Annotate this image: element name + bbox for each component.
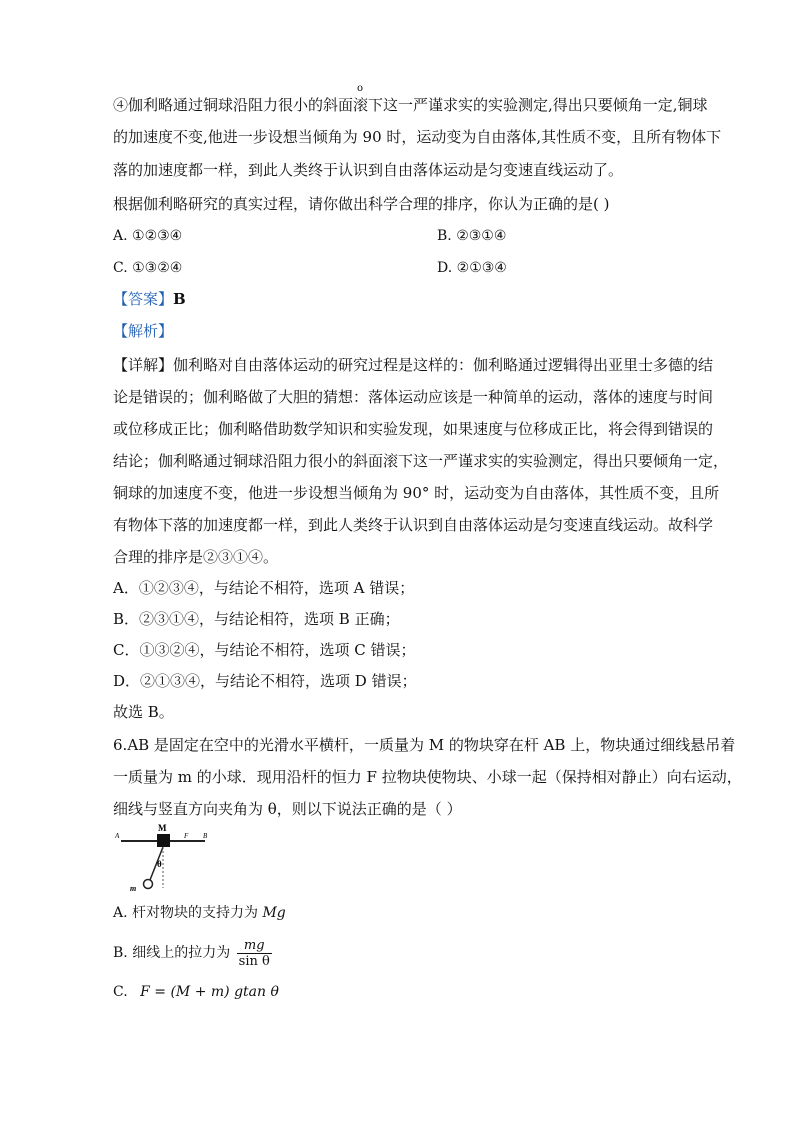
q6-option-b <box>113 935 272 971</box>
label-f: F <box>184 832 189 840</box>
review-conclusion: 故选 B。 <box>113 703 174 721</box>
q5-option-b <box>437 226 506 246</box>
detail-line-3: 或位移成正比；伽利略借助数学知识和实验发现，如果速度与位移成正比，将会得到错误的 <box>113 420 714 438</box>
q5-question: 根据伽利略研究的真实过程，请你做出科学合理的排序，你认为正确的是( ) <box>113 195 610 213</box>
detail-line-6: 有物体下落的加速度都一样，到此人类终于认识到自由落体运动是匀变速直线运动。故科学 <box>113 516 714 534</box>
q6-option-c <box>113 982 279 1002</box>
detail-line-1-text: 伽利略对自由落体运动的研究过程是这样的：伽利略通过逻辑得出亚里士多德的结 <box>173 356 714 374</box>
fraction-denominator: sin θ <box>238 953 270 969</box>
q5-statement-line-2: 的加速度不变,他进一步设想当倾角为 90 时，运动变为自由落体,其性质不变，且所有物体下 <box>113 128 722 146</box>
q5-option-c-text: ①③②④ <box>132 260 183 276</box>
q5-option-b-label: B. <box>437 228 452 244</box>
label-m-block: M <box>158 823 167 833</box>
q5-statement-line-3: 落的加速度都一样，到此人类终于认识到自由落体运动是匀变速直线运动了。 <box>113 161 624 179</box>
q6-line-1-text: AB 是固定在空中的光滑水平横杆，一质量为 M 的物块穿在杆 AB 上，物块通过细线悬吊着 <box>127 736 736 754</box>
analysis-tag-text: 【解析】 <box>113 322 174 340</box>
analysis-tag <box>113 321 173 341</box>
q6-option-a-math: Mg <box>262 905 286 921</box>
q5-option-a-label: A. <box>113 228 128 244</box>
tension-fraction <box>237 938 272 969</box>
q6-line-1 <box>113 735 735 755</box>
detail-line-2: 论是错误的；伽利略做了大胆的猜想：落体运动应该是一种简单的运动，落体的速度与时间 <box>113 388 714 406</box>
detail-line-4: 结论；伽利略通过铜球沿阻力很小的斜面滚下这一严谨求实的实验测定，得出只要倾角一定， <box>113 452 729 470</box>
q6-option-c-label: C. <box>113 984 128 1000</box>
q5-option-c <box>113 258 182 278</box>
q5-option-a <box>113 226 182 246</box>
q6-figure <box>113 820 213 894</box>
ball-m <box>144 880 153 889</box>
review-line-c: C．①③②④，与结论不相符，选项 C 错误； <box>113 641 416 659</box>
detail-tag: 【详解】 <box>113 356 174 374</box>
q6-option-a <box>113 903 286 923</box>
q6-number: 6. <box>113 736 128 754</box>
q6-option-a-text: 杆对物块的支持力为 <box>132 905 263 921</box>
q5-option-b-text: ②③①④ <box>456 228 507 244</box>
block-m <box>157 834 170 847</box>
q6-option-b-label: B. <box>113 945 128 961</box>
fraction-numerator: mg <box>237 938 272 954</box>
q5-option-d-text: ②①③④ <box>456 260 507 276</box>
q6-line-2: 一质量为 m 的小球．现用沿杆的恒力 F 拉物块使物块、小球一起（保持相对静止）向右运动， <box>113 768 742 786</box>
q5-option-c-label: C. <box>113 260 128 276</box>
label-theta: θ <box>157 859 162 869</box>
detail-line-7: 合理的排序是②③①④。 <box>113 548 279 566</box>
label-b: B <box>203 832 208 840</box>
answer-tag: 【答案】 <box>113 290 174 308</box>
detail-line-5: 铜球的加速度不变，他进一步设想当倾角为 90° 时，运动变为自由落体，其性质不变，且所 <box>113 484 720 502</box>
q5-option-a-text: ①②③④ <box>132 228 183 244</box>
q6-line-3: 细线与竖直方向夹角为 θ，则以下说法正确的是（ ） <box>113 800 462 818</box>
q6-option-c-math: F = (M + m) gtan θ <box>140 984 279 1000</box>
label-m-ball: m <box>130 884 137 893</box>
q6-option-b-text: 细线上的拉力为 <box>132 945 235 961</box>
answer-value: B <box>173 290 186 308</box>
q6-option-a-label: A. <box>113 905 128 921</box>
review-line-a: A．①②③④，与结论不相符，选项 A 错误； <box>113 579 415 597</box>
q5-statement-line-1: ④伽利略通过铜球沿阻力很小的斜面滚下这一严谨求实的实验测定,得出只要倾角一定,铜球 <box>113 96 708 114</box>
review-line-d: D．②①③④，与结论不相符，选项 D 错误； <box>113 672 417 690</box>
review-line-b: B．②③①④，与结论相符，选项 B 正确； <box>113 610 400 628</box>
detail-line-1 <box>113 355 713 375</box>
label-a: A <box>115 832 120 840</box>
q5-answer-row <box>113 289 186 309</box>
q5-option-d-label: D. <box>437 260 453 276</box>
q5-option-d <box>437 258 507 278</box>
top-mark: o <box>357 83 364 94</box>
